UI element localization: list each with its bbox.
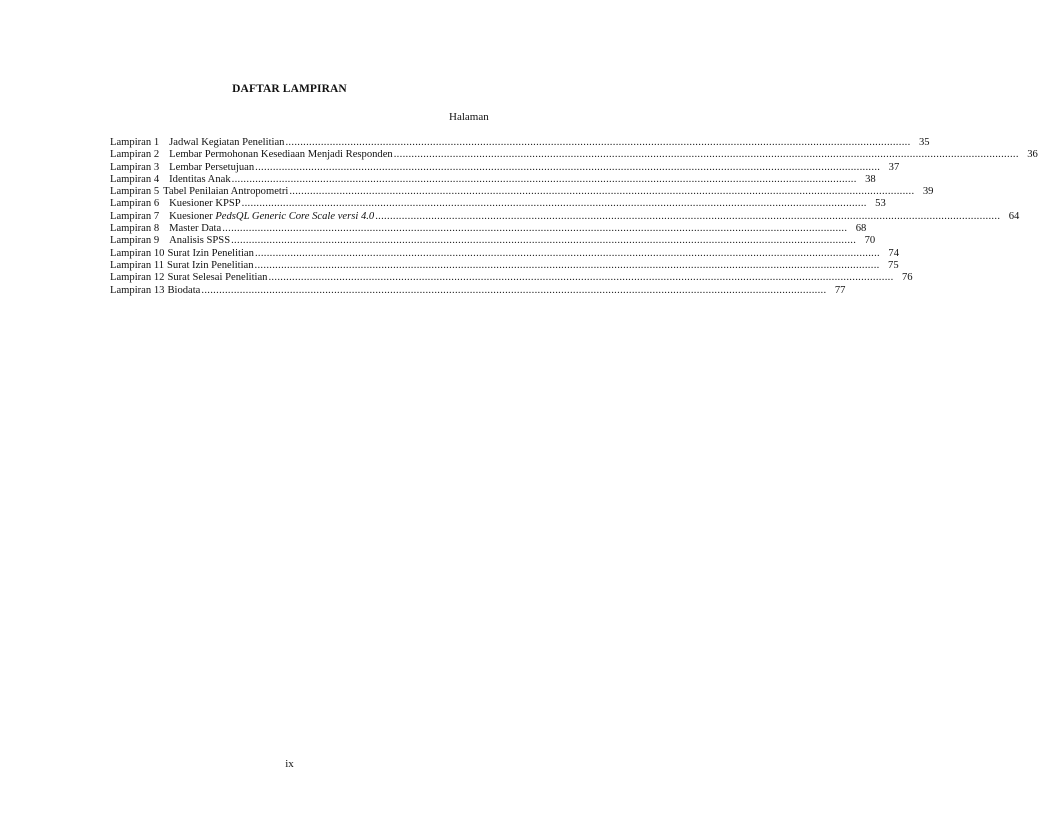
- appendix-number: Lampiran 8: [110, 223, 160, 235]
- appendix-number: Lampiran 4: [110, 173, 160, 185]
- appendix-entry-text: [110, 211, 374, 223]
- appendix-title-italic: PedsQL Generic Core Scale versi 4.0: [215, 210, 375, 222]
- appendix-title: Tabel Penilaian Antropometri: [163, 186, 289, 198]
- appendix-number: Lampiran 7: [110, 210, 160, 222]
- appendix-page-number: 70: [864, 235, 876, 247]
- appendix-entry-text: [110, 137, 284, 149]
- appendix-number: Lampiran 9: [110, 235, 160, 247]
- appendix-entry: [110, 137, 930, 149]
- appendix-entry: [110, 247, 900, 260]
- appendix-page-number: 36: [1027, 149, 1038, 161]
- appendix-title: Analisis SPSS: [169, 235, 231, 247]
- appendix-entry-text: [110, 285, 200, 297]
- dot-leader: [255, 248, 880, 260]
- appendix-page-number: 53: [875, 198, 886, 210]
- dot-leader: [232, 174, 857, 186]
- appendix-entry-text: [110, 162, 254, 174]
- appendix-page-number: 76: [901, 272, 913, 284]
- appendix-title: Master Data: [169, 223, 222, 235]
- appendix-number: Lampiran 12: [110, 272, 165, 284]
- appendix-page-number: 35: [918, 137, 930, 148]
- dot-leader: [255, 162, 880, 174]
- appendix-entry: [110, 198, 886, 210]
- appendix-entry: [110, 284, 846, 297]
- appendix-page-number: 38: [865, 173, 876, 185]
- appendix-title: Kuesioner KPSP: [169, 198, 241, 210]
- appendix-page-number: 77: [834, 284, 846, 296]
- dot-leader: [289, 186, 914, 198]
- appendix-entry-text: [110, 186, 288, 198]
- appendix-entry: [110, 186, 934, 198]
- appendix-title: Surat Izin Penelitian: [167, 247, 254, 259]
- dot-leader: [375, 211, 1000, 223]
- appendix-entry-text: [110, 248, 254, 260]
- page-number-footer: ix: [285, 758, 294, 770]
- appendix-entry-text: [110, 272, 267, 284]
- appendix-entry: [110, 210, 1020, 223]
- appendix-title: Biodata: [167, 284, 201, 296]
- appendix-number: Lampiran 5: [110, 186, 160, 198]
- appendix-title: Surat Selesai Penelitian: [167, 272, 268, 284]
- appendix-page-number: 68: [855, 223, 867, 235]
- appendix-page-number: 37: [888, 161, 900, 173]
- appendix-page-number: 75: [888, 259, 899, 271]
- dot-leader: [255, 260, 880, 272]
- appendix-number: Lampiran 1: [110, 137, 160, 148]
- appendix-entry: [110, 161, 900, 174]
- dot-leader: [394, 149, 1019, 161]
- appendix-number: Lampiran 3: [110, 161, 160, 173]
- appendix-entry-text: [110, 149, 393, 161]
- appendix-page-number: 74: [888, 247, 900, 259]
- appendix-entry-text: [110, 198, 241, 210]
- dot-leader: [285, 137, 910, 149]
- appendix-page-number: 39: [922, 186, 934, 198]
- appendix-entry: [110, 259, 899, 272]
- appendix-page-number: 64: [1008, 210, 1020, 222]
- appendix-entry: [110, 235, 876, 247]
- appendix-number: Lampiran 13: [110, 284, 165, 296]
- appendix-title: Lembar Permohonan Kesediaan Menjadi Responden: [169, 149, 393, 161]
- page-column-label: Halaman: [449, 111, 489, 123]
- page-title: DAFTAR LAMPIRAN: [232, 83, 347, 95]
- appendix-title: Kuesioner: [169, 210, 216, 222]
- appendix-title: Identitas Anak: [169, 173, 231, 185]
- appendix-number: Lampiran 2: [110, 149, 160, 161]
- appendix-entry-text: [110, 260, 254, 272]
- appendix-title: Jadwal Kegiatan Penelitian: [169, 137, 285, 148]
- dot-leader: [222, 223, 847, 235]
- appendix-entry: [110, 149, 1038, 161]
- appendix-number: Lampiran 6: [110, 198, 160, 210]
- appendix-title: Surat Izin Penelitian: [167, 259, 254, 271]
- appendix-number: Lampiran 11: [110, 259, 165, 271]
- dot-leader: [231, 235, 856, 247]
- appendix-entry-text: [110, 174, 231, 186]
- dot-leader: [201, 285, 826, 297]
- appendix-title: Lembar Persetujuan: [169, 161, 255, 173]
- appendix-entry: [110, 272, 913, 284]
- dot-leader: [268, 272, 893, 284]
- appendix-entry: [110, 223, 867, 235]
- dot-leader: [242, 198, 867, 210]
- appendix-number: Lampiran 10: [110, 247, 165, 259]
- appendix-entry-text: [110, 223, 221, 235]
- appendix-list: [110, 137, 1038, 297]
- appendix-entry-text: [110, 235, 230, 247]
- appendix-entry: [110, 173, 876, 186]
